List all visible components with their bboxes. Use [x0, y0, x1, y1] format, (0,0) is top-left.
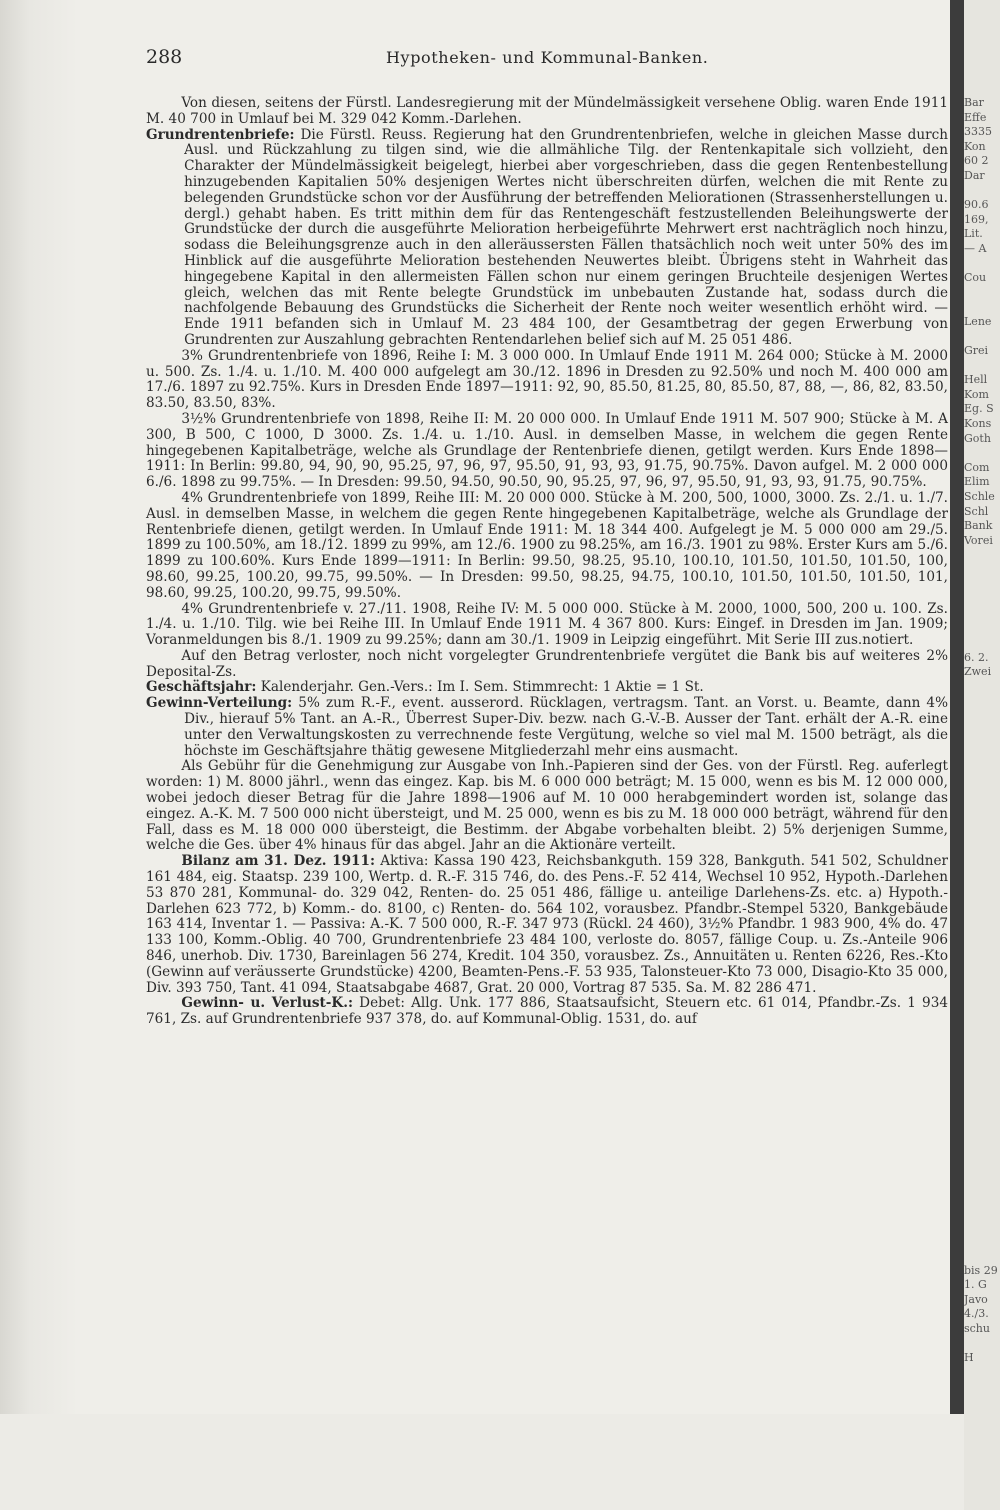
paragraph [146, 128, 948, 349]
adjacent-page-fragment: Bank [964, 519, 993, 533]
adjacent-page-fragment [964, 709, 1000, 724]
adjacent-page-fragment [964, 446, 1000, 461]
paragraph [146, 649, 948, 681]
paragraph-heading: Geschäftsjahr: [146, 679, 257, 696]
paragraph [146, 412, 948, 491]
running-title: Hypotheken- und Kommunal-Banken. [386, 48, 709, 67]
adjacent-page-fragment [964, 986, 1000, 1001]
adjacent-page-fragment: Grei [964, 344, 989, 358]
adjacent-page-fragment: Goth [964, 431, 991, 445]
adjacent-page-fragment [964, 826, 1000, 841]
paragraph [146, 759, 948, 854]
page-gutter-shadow [0, 0, 78, 1414]
book-binding-edge [950, 0, 964, 1414]
adjacent-page-fragment [964, 1088, 1000, 1103]
adjacent-page-fragment: Com [964, 460, 990, 474]
adjacent-page-fragment [964, 1103, 1000, 1118]
page-number: 288 [146, 46, 183, 68]
paragraph-text: Auf den Betrag verloster, noch nicht vorgelegter Grundrentenbriefe vergütet die Bank bis auf weiteres 2% Deposital-Zs. [146, 647, 948, 680]
adjacent-page-fragment [964, 957, 1000, 972]
adjacent-page-fragment [964, 1147, 1000, 1162]
adjacent-page-fragment: 4./3. [964, 1307, 989, 1321]
adjacent-page-fragment [964, 855, 1000, 870]
adjacent-page-fragment: 1. G [964, 1278, 987, 1292]
paragraph [146, 602, 948, 649]
adjacent-page-fragment [964, 1045, 1000, 1060]
adjacent-page-fragment [964, 1249, 1000, 1264]
adjacent-page-fragment [964, 972, 1000, 987]
paragraph [146, 491, 948, 602]
adjacent-page-fragment [964, 1132, 1000, 1147]
adjacent-page-fragment [964, 359, 1000, 374]
adjacent-page-fragment: Effe [964, 110, 987, 124]
adjacent-page-fragment [964, 782, 1000, 797]
adjacent-page-fragment: Eg. S [964, 402, 994, 416]
adjacent-page-fragment [964, 1001, 1000, 1016]
paragraph-heading: Gewinn-Verteilung: [146, 695, 293, 712]
adjacent-page-fragment [964, 928, 1000, 943]
adjacent-page-fragment [964, 1234, 1000, 1249]
paragraph-text: Debet: Allg. Unk. 177 886, Staatsaufsicht, Steuern etc. 61 014, Pfandbr.-Zs. 1 934 761, Zs. auf Grundrentenbriefe 937 378, do. auf Kommunal-Oblig. 1531, do. auf [146, 995, 948, 1028]
adjacent-page-fragment [964, 548, 1000, 563]
paragraph [146, 854, 948, 996]
adjacent-page-fragment [964, 913, 1000, 928]
adjacent-page-fragment [964, 797, 1000, 812]
adjacent-page-fragment [964, 636, 1000, 651]
adjacent-page-fragment [964, 840, 1000, 855]
adjacent-page-edge [964, 0, 1000, 1510]
adjacent-page-fragment [964, 563, 1000, 578]
adjacent-page-fragment [964, 1176, 1000, 1191]
paragraph-heading: Grundrentenbriefe: [146, 126, 295, 143]
adjacent-page-fragment [964, 724, 1000, 739]
adjacent-page-fragment: Lit. [964, 227, 983, 241]
adjacent-page-fragment [964, 592, 1000, 607]
paragraph [146, 996, 948, 1028]
adjacent-page-fragment [964, 753, 1000, 768]
paragraph-text: 3½% Grundrentenbriefe von 1898, Reihe II: M. 20 000 000. In Umlauf Ende 1911 M. 507 900; Stücke à M. A 300, B 500, C 1000, D 3000. Zs. 1./4. u. 1./10. Ausl. in demselben Masse, in welchem die gegen Rente hingegebenen Kapitalbeträge, welche als Grundlage der Rentenbriefe dienen, getilgt werden. Kurs Ende 1898—1911: In Berlin: 99.80, 94, 90, 90, 95.25, 97, 96, 97, 95.50, 91, 93, 93, 91.75, 90.75%. Davon aufgel. M. 2 000 000 6./6. 1898 zu 99.75%. — In Dresden: 99.50, 94.50, 90.50, 90, 95.25, 97, 96, 97, 95.50, 91, 93, 93, 91.75, 90.75%. [146, 410, 948, 491]
adjacent-page-fragment [964, 1030, 1000, 1045]
paragraph-heading: Bilanz am 31. Dez. 1911: [181, 853, 375, 870]
adjacent-page-fragment [964, 694, 1000, 709]
adjacent-page-fragment: Cou [964, 271, 987, 285]
adjacent-page-fragment: Kom [964, 387, 989, 401]
adjacent-page-fragment: Hell [964, 373, 988, 387]
adjacent-page-fragment [964, 899, 1000, 914]
page-header [146, 46, 946, 74]
adjacent-page-fragment [964, 1118, 1000, 1133]
adjacent-page-fragment: Kon [964, 139, 986, 153]
adjacent-page-fragment [964, 300, 1000, 315]
adjacent-page-fragment [964, 330, 1000, 345]
adjacent-page-fragment [964, 1074, 1000, 1089]
adjacent-page-fragment [964, 767, 1000, 782]
paragraph-text: Kalenderjahr. Gen.-Vers.: Im I. Sem. Stimmrecht: 1 Aktie = 1 St. [256, 679, 704, 696]
adjacent-page-fragment: Zwei [964, 665, 992, 679]
paragraph [146, 696, 948, 759]
adjacent-page-fragment [964, 1015, 1000, 1030]
paragraph-text: 4% Grundrentenbriefe von 1899, Reihe III: M. 20 000 000. Stücke à M. 200, 500, 1000, 3000. Zs. 2./1. u. 1./7. Ausl. in demselben Masse, in welchem die gegen Rente hingegebenen Kapitalbeträge, welche als Grundlage der Rentenbriefe dienen, getilgt werden. In Umlauf Ende 1911: M. 18 344 400. Aufgelegt je M. 5 000 000 am 29./5. 1899 zu 100.50%, am 18./12. 1899 zu 99%, am 12./6. 1900 zu 98.25%, am 16./3. 1901 zu 98%. Erster Kurs am 5./6. 1899 zu 100.60%. Kurs Ende 1899—1911: In Berlin: 99.50, 98.25, 95.10, 100.10, 101.50, 101.50, 101.50, 100, 98.60, 99.25, 100.20, 99.75, 99.50%. — In Dresden: 99.50, 98.25, 94.75, 100.10, 101.50, 101.50, 101.50, 101, 98.60, 99.25, 100.20, 99.75, 99.50%. [146, 489, 948, 601]
paragraph-text: Als Gebühr für die Genehmigung zur Ausgabe von Inh.-Papieren sind der Ges. von der Fürstl. Reg. auferlegt worden: 1) M. 8000 jährl., wenn das eingez. Kap. bis M. 6 000 000 beträgt; M. 15 000, wenn es bis M. 12 000 000, wobei jedoch dieser Betrag für die Jahre 1898—1906 auf M. 10 000 herabgemindert worden ist, solange das eingez. A.-K. M. 7 500 000 nicht übersteigt, und M. 25 000, wenn es bis zu M. 18 000 000 beträgt, während für den Fall, dass es M. 18 000 000 übersteigt, die Bestimm. der Abgabe vorbehalten bleibt. 2) 5% derjenigen Summe, welche die Ges. über 4% hinaus für das abgel. Jahr an die Aktionäre verteilt. [146, 758, 948, 854]
adjacent-page-fragment [964, 578, 1000, 593]
paragraph [146, 349, 948, 412]
adjacent-page-fragment: H [964, 1351, 974, 1365]
adjacent-page-fragment [964, 942, 1000, 957]
adjacent-page-fragment [964, 1336, 1000, 1351]
paragraph-text: 5% zum R.-F., event. ausserord. Rücklagen, vertragsm. Tant. an Vorst. u. Beamte, dann 4% Div., hierauf 5% Tant. an A.-R., Überrest Super-Div. bezw. nach G.-V.-B. Ausser der Tant. erhält der A.-R. eine unter den Verwaltungskosten zu verrechnende feste Vergütung, welche so viel mal M. 1500 beträgt, als die höchste im Geschäftsjahre thätig gewesene Mitgliederzahl mehr eins ausmacht. [184, 695, 948, 759]
adjacent-page-fragment [964, 1205, 1000, 1220]
paragraph-heading: Gewinn- u. Verlust-K.: [181, 995, 353, 1012]
adjacent-page-fragment [964, 738, 1000, 753]
adjacent-page-fragment [964, 257, 1000, 272]
adjacent-page-fragment: Dar [964, 168, 985, 182]
adjacent-page-fragment [964, 607, 1000, 622]
adjacent-page-fragment: Schl [964, 504, 989, 518]
adjacent-page-fragment [964, 1191, 1000, 1206]
paragraph [146, 96, 948, 128]
adjacent-page-fragment [964, 680, 1000, 695]
adjacent-page-fragment: Elim [964, 475, 990, 489]
adjacent-page-fragment [964, 1220, 1000, 1235]
adjacent-page-fragment: Javo [964, 1292, 988, 1306]
adjacent-page-fragment: Schle [964, 490, 995, 504]
adjacent-page-fragment: 6. 2. [964, 650, 989, 664]
adjacent-page-fragment [964, 811, 1000, 826]
adjacent-page-fragment [964, 884, 1000, 899]
adjacent-page-fragment [964, 286, 1000, 301]
paragraph-text: Von diesen, seitens der Fürstl. Landesregierung mit der Mündelmässigkeit versehene Oblig. waren Ende 1911 M. 40 700 in Umlauf bei M. 329 042 Komm.-Darlehen. [146, 95, 948, 127]
adjacent-page-fragment: 169, [964, 212, 989, 226]
adjacent-page-fragment [964, 184, 1000, 199]
adjacent-page-fragment: Vorei [964, 533, 993, 547]
adjacent-page-fragment: Lene [964, 314, 992, 328]
adjacent-page-fragment: Bar [964, 96, 984, 109]
paragraph-text: 4% Grundrentenbriefe v. 27./11. 1908, Reihe IV: M. 5 000 000. Stücke à M. 2000, 1000, 500, 200 u. 100. Zs. 1./4. u. 1./10. Tilg. wie bei Reihe III. In Umlauf Ende 1911 M. 4 367 800. Kurs: Eingef. in Dresden im Jan. 1909; Voranmeldungen bis 8./1. 1909 zu 99.25%; dann am 30./1. 1909 in Leipzig eingeführt. Mit Serie III zus.notiert. [146, 600, 948, 649]
paragraph [146, 680, 948, 696]
adjacent-page-fragment [964, 1161, 1000, 1176]
adjacent-page-fragment: — A [964, 241, 987, 255]
adjacent-page-fragment: schu [964, 1321, 990, 1335]
body-text [146, 96, 948, 1028]
adjacent-page-fragment: 90.6 [964, 198, 989, 212]
paragraph-text: Die Fürstl. Reuss. Regierung hat den Grundrentenbriefen, welche in gleichen Masse durch Ausl. und Rückzahlung zu tilgen sind, wie die allmähliche Tilg. der Rentenkapitale sich vollzieht, den Charakter der Mündelmässigkeit beigelegt, hierbei aber vorgeschrieben, dass die gegen Rentenbestellung hinzugebenden Kapitalien 50% desjenigen Wertes nicht überschreiten dürfen, welchen die mit Rente zu belegenden Grundstücke schon vor der Ausführung der betreffenden Meliorationen (Strassenherstellungen u. dergl.) gehabt haben. Es tritt mithin dem für das Rentengeschäft festzustellenden Beleihungswerte der Grundstücke der durch die ausgeführte Melioration herbeigeführte Mehrwert erst nachträglich noch hinzu, sodass die Beleihungsgrenze auch in den alleräussersten Fällen thatsächlich noch weit unter 50% des im Hinblick auf die ausgeführte Melioration bestehenden Neuwertes bleibt. Übrigens steht in Wahrheit das hingegebene Kapital in den allermeisten Fällen schon nur einem geringen Bruchteile desjenigen Wertes gleich, welchen das mit Rente belegte Grundstück im unbebauten Zustande hat, sodass durch die nachfolgende Bebauung des Grundstücks die Sicherheit der Rente noch weiter wesentlich erhöht wird. — Ende 1911 befanden sich in Umlauf M. 23 484 100, der Gesamtbetrag der gegen Erwerbung von Grundrenten zur Auszahlung gebrachten Rentendarlehen belief sich auf M. 25 051 486. [184, 126, 948, 348]
adjacent-page-fragment [964, 621, 1000, 636]
adjacent-page-fragment [964, 869, 1000, 884]
adjacent-page-fragment: 60 2 [964, 154, 989, 168]
paragraph-text: 3% Grundrentenbriefe von 1896, Reihe I: M. 3 000 000. In Umlauf Ende 1911 M. 264 000; Stücke à M. 2000 u. 500. Zs. 1./4. u. 1./10. M. 400 000 aufgelegt am 30./12. 1896 in Dresden zu 92.50% und noch M. 400 000 am 17./6. 1897 zu 92.75%. Kurs in Dresden Ende 1897—1911: 92, 90, 85.50, 81.25, 80, 85.50, 87, 88, —, 86, 82, 83.50, 83.50, 83.50, 83%. [146, 347, 948, 412]
paragraph-text: Aktiva: Kassa 190 423, Reichsbankguth. 159 328, Bankguth. 541 502, Schuldner 161 484, eig. Staatsp. 239 100, Wertp. d. R.-F. 315 746, do. des Pens.-F. 52 414, Wechsel 10 952, Hypoth.-Darlehen 53 870 281, Kommunal- do. 329 042, Renten- do. 25 051 486, fällige u. anteilige Darlehens-Zs. etc. a) Hypoth.-Darlehen 623 772, b) Komm.- do. 8100, c) Renten- do. 564 102, vorausbez. Pfandbr.-Stempel 5320, Bankgebäude 163 414, Inventar 1. — Passiva: A.-K. 7 500 000, R.-F. 347 973 (Rückl. 24 460), 3½% Pfandbr. 1 983 900, 4% do. 47 133 100, Komm.-Oblig. 40 700, Grundrentenbriefe 23 484 100, verloste do. 8057, fällige Coup. u. Zs.-Anteile 906 846, unerhob. Div. 1730, Bareinlagen 56 274, Kredit. 104 350, vorausbez. Zs., Annuitäten u. Renten 6226, Res.-Kto (Gewinn auf veräusserte Grundstücke) 4200, Beamten-Pens.-F. 53 935, Talonsteuer-Kto 73 000, Disagio-Kto 35 000, Div. 393 750, Tant. 41 094, Staatsabgabe 4687, Grat. 20 000, Vortrag 87 535. Sa. M. 82 286 471. [146, 853, 948, 996]
adjacent-page-fragment: 3335 [964, 125, 992, 139]
adjacent-page-fragment [964, 1059, 1000, 1074]
adjacent-page-fragment: bis 29 [964, 1263, 998, 1277]
adjacent-page-fragment: Kons [964, 417, 992, 431]
